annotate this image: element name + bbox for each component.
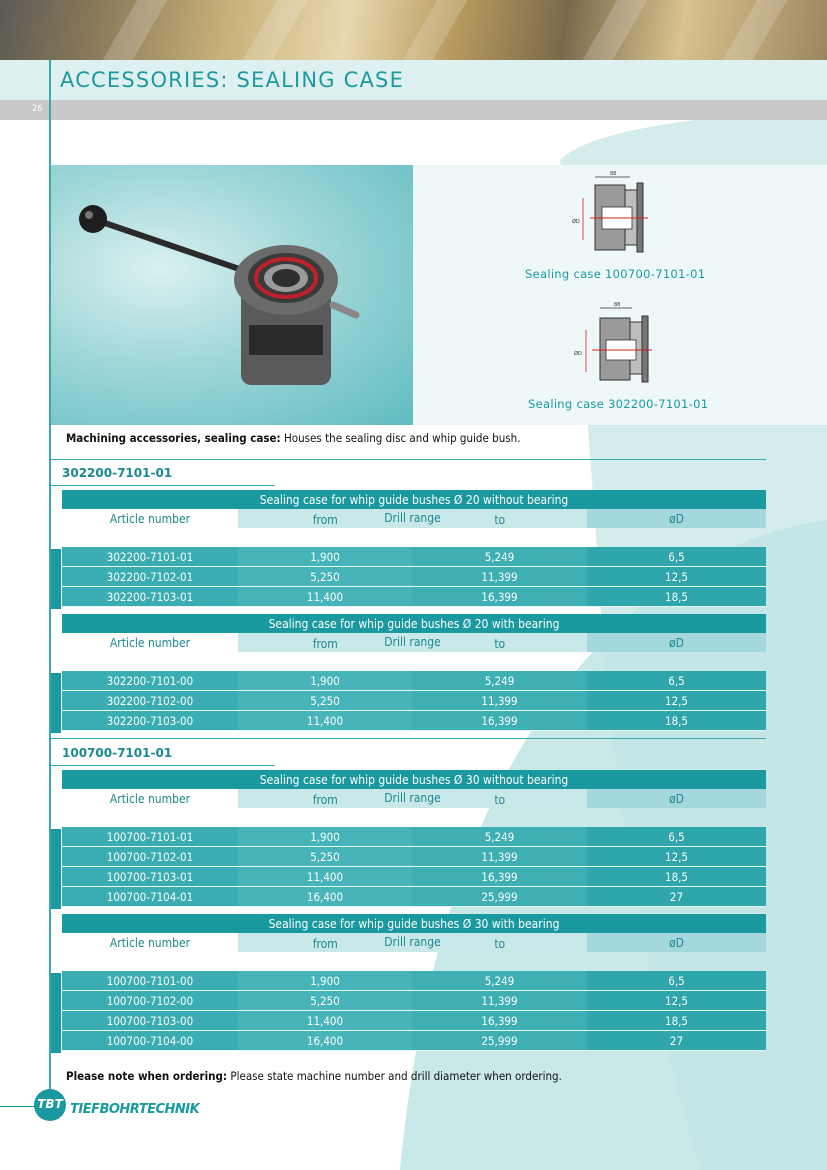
tbt-logo-mark: TBT — [34, 1089, 66, 1121]
cell-from: 5,250 — [238, 691, 412, 711]
header-article: Article number — [62, 933, 238, 952]
header-drill-range-label: Drill range — [384, 511, 441, 525]
cell-to: 16,399 — [412, 587, 587, 607]
header-article: Article number — [62, 789, 238, 808]
table-row — [62, 1011, 766, 1031]
header-drill-range-label: Drill range — [384, 935, 441, 949]
cell-from: 5,250 — [238, 567, 412, 587]
header-od: øD — [587, 933, 766, 952]
cell-to: 11,399 — [412, 847, 587, 867]
cell-od: 27 — [587, 1031, 766, 1051]
spec-table — [62, 490, 766, 607]
cell-to: 11,399 — [412, 991, 587, 1011]
header-to: to — [494, 937, 506, 951]
cell-from: 1,900 — [238, 671, 412, 691]
table-title: Sealing case for whip guide bushes Ø 20 with bearing — [62, 614, 766, 633]
logo-wordmark: TIEFBOHRTECHNIK — [70, 1102, 200, 1117]
header-od: øD — [587, 633, 766, 652]
cell-od: 12,5 — [587, 847, 766, 867]
cell-article: 100700-7104-00 — [62, 1031, 238, 1051]
header-article: Article number — [62, 633, 238, 652]
cell-od: 6,5 — [587, 827, 766, 847]
cell-to: 25,999 — [412, 887, 587, 907]
table-row — [62, 1031, 766, 1051]
drawing-302200 — [570, 300, 660, 390]
cell-to: 11,399 — [412, 567, 587, 587]
cell-od: 18,5 — [587, 1011, 766, 1031]
section-title: 302200-7101-01 — [62, 466, 173, 480]
cell-from: 1,900 — [238, 827, 412, 847]
drawing-caption: Sealing case 100700-7101-01 — [525, 267, 706, 281]
table-title: Sealing case for whip guide bushes Ø 20 without bearing — [62, 490, 766, 509]
section-underline — [51, 485, 275, 486]
page-title: ACCESSORIES: SEALING CASE — [60, 68, 405, 92]
cell-article: 100700-7101-01 — [62, 827, 238, 847]
drawing-100700 — [570, 165, 660, 260]
header-from: from — [312, 513, 338, 527]
cell-article: 302200-7101-01 — [62, 547, 238, 567]
page-number: 26 — [32, 104, 43, 114]
cell-from: 1,900 — [238, 547, 412, 567]
cell-from: 11,400 — [238, 711, 412, 731]
cell-article: 100700-7103-00 — [62, 1011, 238, 1031]
spec-table — [62, 914, 766, 1051]
header-to: to — [494, 637, 506, 651]
cell-to: 16,399 — [412, 1011, 587, 1031]
section-title: 100700-7101-01 — [62, 746, 173, 760]
table-row — [62, 847, 766, 867]
table-row — [62, 991, 766, 1011]
section-underline — [51, 765, 275, 766]
table-row — [62, 711, 766, 731]
cell-article: 100700-7104-01 — [62, 887, 238, 907]
header-banner-image — [0, 0, 827, 60]
table-row — [62, 547, 766, 567]
drawing-dim-top: 88 — [610, 171, 617, 177]
cell-to: 16,399 — [412, 867, 587, 887]
header-od: øD — [587, 509, 766, 528]
table-row — [62, 587, 766, 607]
cell-od: 6,5 — [587, 547, 766, 567]
cell-to: 11,399 — [412, 691, 587, 711]
cell-od: 12,5 — [587, 991, 766, 1011]
cell-article: 302200-7102-00 — [62, 691, 238, 711]
table-row — [62, 971, 766, 991]
drawing-dim-side: ØD — [574, 351, 582, 357]
cell-od: 12,5 — [587, 691, 766, 711]
header-from: from — [312, 937, 338, 951]
product-photo — [51, 165, 413, 425]
ordering-note — [66, 1069, 562, 1083]
table-row — [62, 567, 766, 587]
section-rule — [51, 738, 766, 739]
cell-article: 100700-7103-01 — [62, 867, 238, 887]
cell-article: 302200-7103-00 — [62, 711, 238, 731]
cell-from: 16,400 — [238, 887, 412, 907]
cell-to: 16,399 — [412, 711, 587, 731]
table-row — [62, 867, 766, 887]
cell-article: 100700-7102-00 — [62, 991, 238, 1011]
section-rule — [51, 459, 766, 460]
header-drill-range-label: Drill range — [384, 791, 441, 805]
cell-article: 302200-7103-01 — [62, 587, 238, 607]
header-drill-range — [238, 789, 587, 808]
cell-article: 302200-7102-01 — [62, 567, 238, 587]
header-drill-range-label: Drill range — [384, 635, 441, 649]
cell-from: 11,400 — [238, 1011, 412, 1031]
cell-from: 1,900 — [238, 971, 412, 991]
header-article: Article number — [62, 509, 238, 528]
cell-to: 5,249 — [412, 547, 587, 567]
cell-od: 18,5 — [587, 867, 766, 887]
table-row — [62, 691, 766, 711]
cell-from: 5,250 — [238, 847, 412, 867]
cell-od: 12,5 — [587, 567, 766, 587]
header-from: from — [312, 793, 338, 807]
drawing-dim-top: 88 — [614, 302, 621, 308]
cell-from: 11,400 — [238, 867, 412, 887]
header-drill-range — [238, 509, 587, 528]
header-od: øD — [587, 789, 766, 808]
cell-from: 16,400 — [238, 1031, 412, 1051]
header-to: to — [494, 513, 506, 527]
description-label: Machining accessories, sealing case: — [66, 431, 281, 445]
table-title: Sealing case for whip guide bushes Ø 30 without bearing — [62, 770, 766, 789]
table-row — [62, 887, 766, 907]
cell-article: 302200-7101-00 — [62, 671, 238, 691]
cell-article: 100700-7102-01 — [62, 847, 238, 867]
cell-od: 27 — [587, 887, 766, 907]
table-accent-bar — [51, 673, 61, 733]
cell-od: 6,5 — [587, 671, 766, 691]
description-text: Houses the sealing disc and whip guide bush. — [280, 431, 521, 445]
logo-rule — [0, 1106, 36, 1107]
cell-to: 5,249 — [412, 671, 587, 691]
table-accent-bar — [51, 549, 61, 609]
cell-to: 25,999 — [412, 1031, 587, 1051]
cell-od: 18,5 — [587, 587, 766, 607]
table-title: Sealing case for whip guide bushes Ø 30 with bearing — [62, 914, 766, 933]
table-accent-bar — [51, 829, 61, 909]
drawing-caption: Sealing case 302200-7101-01 — [528, 397, 709, 411]
header-drill-range — [238, 633, 587, 652]
cell-article: 100700-7101-00 — [62, 971, 238, 991]
cell-to: 5,249 — [412, 827, 587, 847]
note-text: Please state machine number and drill diameter when ordering. — [227, 1069, 562, 1083]
header-grey-bar — [0, 100, 827, 120]
cell-from: 5,250 — [238, 991, 412, 1011]
cell-od: 18,5 — [587, 711, 766, 731]
spec-table — [62, 614, 766, 731]
cell-to: 5,249 — [412, 971, 587, 991]
cell-from: 11,400 — [238, 587, 412, 607]
table-accent-bar — [51, 973, 61, 1053]
spec-table — [62, 770, 766, 907]
cell-od: 6,5 — [587, 971, 766, 991]
header-from: from — [312, 637, 338, 651]
header-drill-range — [238, 933, 587, 952]
note-label: Please note when ordering: — [66, 1069, 228, 1083]
table-row — [62, 827, 766, 847]
drawing-dim-side: ØD — [572, 219, 580, 225]
header-to: to — [494, 793, 506, 807]
table-row — [62, 671, 766, 691]
description — [66, 431, 521, 445]
